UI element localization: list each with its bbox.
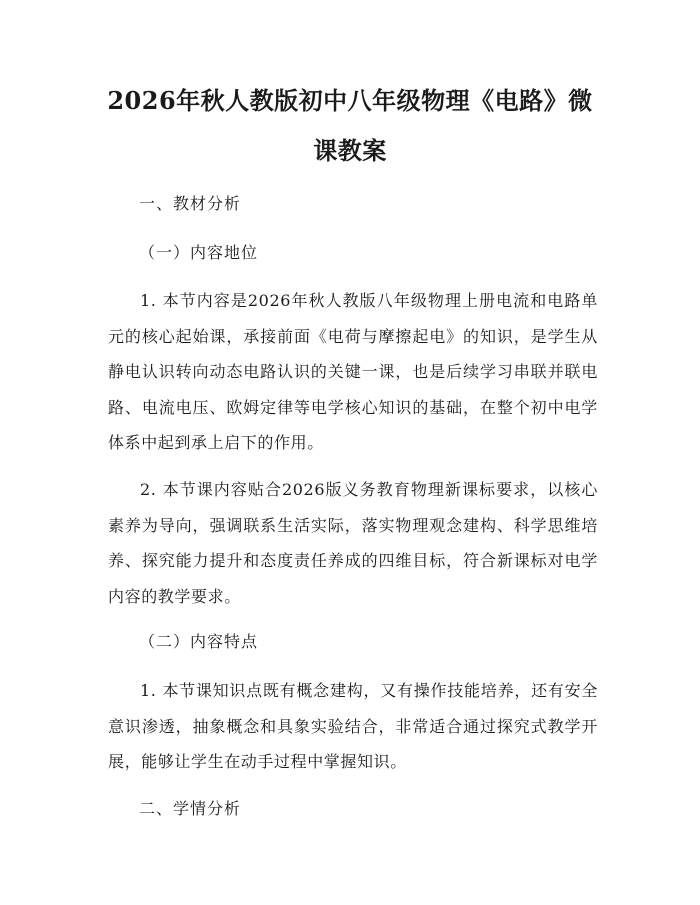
paragraph-content-features-1: 1. 本节课知识点既有概念建构，又有操作技能培养，还有安全意识渗透，抽象概念和具象实验结合，非常适合通过探究式教学开展，能够让学生在动手过程中掌握知识。 (108, 681, 598, 771)
section-heading-textbook-analysis: 一、教材分析 (139, 194, 242, 213)
paragraph-content-position-1: 1. 本节内容是2026年秋人教版八年级物理上册电流和电路单元的核心起始课，承接前面《电荷与摩擦起电》的知识，是学生从静电认识转向动态电路认识的关键一课，也是后续学习串联并联电路、电流电压、欧姆定律等电学核心知识的基础，在整个初中电学体系中起到承上启下的作用。 (108, 291, 598, 452)
section-heading-student-analysis: 二、学情分析 (139, 799, 242, 818)
subsection-heading-content-features: （二）内容特点 (139, 632, 259, 651)
document-title-line-2: 课教案 (313, 136, 387, 165)
subsection-heading-content-position: （一）内容地位 (139, 243, 259, 262)
document-title-line-1: 2026年秋人教版初中八年级物理《电路》微 (107, 86, 593, 115)
paragraph-content-position-2: 2. 本节课内容贴合2026版义务教育物理新课标要求，以核心素养为导向，强调联系生活实际，落实物理观念建构、科学思维培养、探究能力提升和态度责任养成的四维目标，符合新课标对电学内容的教学要求。 (108, 480, 598, 606)
